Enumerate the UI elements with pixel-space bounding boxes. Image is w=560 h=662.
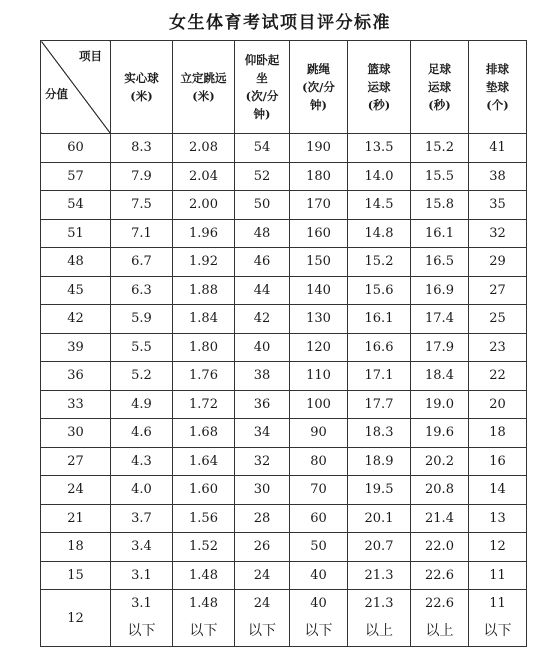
column-header-sit-ups: 仰卧起 坐 (次/分 钟) (235, 41, 290, 134)
value-cell: 22.6 (411, 561, 469, 590)
value-cell: 3.1 (111, 561, 173, 590)
score-cell: 27 (41, 447, 111, 476)
value-cell: 44 (235, 276, 290, 305)
value-cell: 130 (290, 305, 348, 334)
threshold-qualifier: 以上 (365, 623, 393, 639)
value-cell: 36 (235, 390, 290, 419)
value-cell: 7.9 (111, 162, 173, 191)
value-cell: 32 (469, 219, 527, 248)
value-cell: 3.4 (111, 533, 173, 562)
score-cell: 60 (41, 134, 111, 163)
value-cell: 7.5 (111, 191, 173, 220)
value-cell: 8.3 (111, 134, 173, 163)
value-cell: 4.0 (111, 476, 173, 505)
column-header-basketball-dribble: 篮球 运球 (秒) (348, 41, 411, 134)
value-cell: 20 (469, 390, 527, 419)
value-cell: 180 (290, 162, 348, 191)
value-cell: 18.4 (411, 362, 469, 391)
column-header-long-jump: 立定跳远 (米) (173, 41, 235, 134)
header-row (41, 41, 527, 134)
scoring-table (40, 40, 527, 647)
value-cell: 17.7 (348, 390, 411, 419)
value-cell: 16.9 (411, 276, 469, 305)
value-cell: 41 (469, 134, 527, 163)
value-cell (411, 590, 469, 647)
value-cell: 38 (235, 362, 290, 391)
table-row (41, 476, 527, 505)
value-cell: 20.7 (348, 533, 411, 562)
value-cell: 16 (469, 447, 527, 476)
score-cell: 48 (41, 248, 111, 277)
value-cell: 60 (290, 504, 348, 533)
value-cell: 4.3 (111, 447, 173, 476)
table-row (41, 533, 527, 562)
value-cell: 25 (469, 305, 527, 334)
document-title: 女生体育考试项目评分标准 (169, 13, 391, 33)
value-cell: 14.8 (348, 219, 411, 248)
value-cell: 1.72 (173, 390, 235, 419)
table-row (41, 390, 527, 419)
value-cell: 16.1 (348, 305, 411, 334)
value-cell: 40 (235, 333, 290, 362)
value-cell: 17.9 (411, 333, 469, 362)
value-cell: 160 (290, 219, 348, 248)
column-header-shot-put: 实心球 (米) (111, 41, 173, 134)
value-cell: 18 (469, 419, 527, 448)
value-cell: 52 (235, 162, 290, 191)
value-cell: 18.9 (348, 447, 411, 476)
value-cell: 30 (235, 476, 290, 505)
score-cell: 57 (41, 162, 111, 191)
score-cell: 36 (41, 362, 111, 391)
table-row (41, 419, 527, 448)
value-cell: 1.68 (173, 419, 235, 448)
value-cell: 15.2 (348, 248, 411, 277)
score-cell: 24 (41, 476, 111, 505)
value-cell: 4.6 (111, 419, 173, 448)
column-header-football-dribble: 足球 运球 (秒) (411, 41, 469, 134)
column-header-volleyball-pass: 排球 垫球 (个) (469, 41, 527, 134)
corner-label-item: 项目 (79, 49, 102, 63)
value-cell: 1.56 (173, 504, 235, 533)
value-cell: 21.3 (348, 561, 411, 590)
value-cell: 24 (235, 561, 290, 590)
value-cell: 13 (469, 504, 527, 533)
value-cell: 17.4 (411, 305, 469, 334)
table-row (41, 134, 527, 163)
score-cell: 45 (41, 276, 111, 305)
value-cell: 16.6 (348, 333, 411, 362)
threshold-value: 24 (253, 596, 271, 611)
threshold-qualifier: 以下 (248, 623, 276, 639)
threshold-qualifier: 以上 (425, 623, 454, 639)
threshold-qualifier: 以下 (189, 623, 218, 639)
threshold-value: 22.6 (425, 596, 454, 611)
value-cell (469, 590, 527, 647)
score-cell: 39 (41, 333, 111, 362)
value-cell: 2.00 (173, 191, 235, 220)
threshold-qualifier: 以下 (483, 623, 512, 639)
value-cell: 1.80 (173, 333, 235, 362)
table-row (41, 561, 527, 590)
corner-header-cell (41, 41, 111, 134)
value-cell: 12 (469, 533, 527, 562)
table-row (41, 447, 527, 476)
table-row (41, 162, 527, 191)
value-cell: 1.64 (173, 447, 235, 476)
value-cell: 1.60 (173, 476, 235, 505)
value-cell: 20.8 (411, 476, 469, 505)
value-cell: 29 (469, 248, 527, 277)
value-cell (111, 590, 173, 647)
value-cell: 16.5 (411, 248, 469, 277)
threshold-qualifier: 以下 (304, 623, 333, 639)
value-cell: 16.1 (411, 219, 469, 248)
value-cell: 3.7 (111, 504, 173, 533)
table-row (41, 333, 527, 362)
value-cell: 70 (290, 476, 348, 505)
table-body (41, 134, 527, 647)
score-cell: 54 (41, 191, 111, 220)
value-cell: 11 (469, 561, 527, 590)
threshold-qualifier: 以下 (127, 623, 156, 639)
value-cell (173, 590, 235, 647)
value-cell: 50 (235, 191, 290, 220)
value-cell: 34 (235, 419, 290, 448)
value-cell: 42 (235, 305, 290, 334)
score-cell: 18 (41, 533, 111, 562)
value-cell: 50 (290, 533, 348, 562)
table-row (41, 305, 527, 334)
value-cell: 17.1 (348, 362, 411, 391)
value-cell: 40 (290, 561, 348, 590)
value-cell (290, 590, 348, 647)
value-cell: 100 (290, 390, 348, 419)
table-row (41, 362, 527, 391)
value-cell: 2.04 (173, 162, 235, 191)
score-cell: 21 (41, 504, 111, 533)
score-cell: 33 (41, 390, 111, 419)
value-cell: 15.5 (411, 162, 469, 191)
value-cell: 7.1 (111, 219, 173, 248)
score-cell: 51 (41, 219, 111, 248)
value-cell: 18.3 (348, 419, 411, 448)
value-cell: 6.3 (111, 276, 173, 305)
threshold-value: 21.3 (364, 596, 394, 611)
value-cell: 32 (235, 447, 290, 476)
value-cell: 90 (290, 419, 348, 448)
corner-label-score: 分值 (45, 87, 68, 101)
value-cell: 1.84 (173, 305, 235, 334)
value-cell: 1.52 (173, 533, 235, 562)
table-row (41, 276, 527, 305)
table-row (41, 191, 527, 220)
value-cell: 1.88 (173, 276, 235, 305)
value-cell: 46 (235, 248, 290, 277)
value-cell: 1.92 (173, 248, 235, 277)
value-cell: 1.48 (173, 561, 235, 590)
value-cell: 26 (235, 533, 290, 562)
score-cell: 15 (41, 561, 111, 590)
value-cell: 15.2 (411, 134, 469, 163)
value-cell: 110 (290, 362, 348, 391)
value-cell: 20.2 (411, 447, 469, 476)
value-cell: 27 (469, 276, 527, 305)
value-cell: 21.4 (411, 504, 469, 533)
value-cell: 1.76 (173, 362, 235, 391)
score-cell: 30 (41, 419, 111, 448)
value-cell: 15.6 (348, 276, 411, 305)
value-cell: 1.96 (173, 219, 235, 248)
value-cell: 5.5 (111, 333, 173, 362)
value-cell: 19.5 (348, 476, 411, 505)
score-cell: 12 (41, 590, 111, 647)
value-cell: 14 (469, 476, 527, 505)
value-cell: 2.08 (173, 134, 235, 163)
value-cell: 15.8 (411, 191, 469, 220)
value-cell: 22.0 (411, 533, 469, 562)
table-row-last (41, 590, 527, 647)
value-cell: 54 (235, 134, 290, 163)
value-cell: 5.2 (111, 362, 173, 391)
threshold-value: 40 (310, 596, 327, 611)
value-cell: 6.7 (111, 248, 173, 277)
value-cell: 20.1 (348, 504, 411, 533)
value-cell: 35 (469, 191, 527, 220)
threshold-value: 11 (489, 596, 506, 611)
value-cell: 19.6 (411, 419, 469, 448)
value-cell: 14.0 (348, 162, 411, 191)
value-cell: 4.9 (111, 390, 173, 419)
value-cell: 14.5 (348, 191, 411, 220)
value-cell: 19.0 (411, 390, 469, 419)
table-row (41, 219, 527, 248)
threshold-value: 3.1 (131, 596, 152, 611)
value-cell (348, 590, 411, 647)
value-cell: 13.5 (348, 134, 411, 163)
value-cell: 48 (235, 219, 290, 248)
value-cell: 170 (290, 191, 348, 220)
value-cell: 28 (235, 504, 290, 533)
value-cell: 23 (469, 333, 527, 362)
value-cell: 38 (469, 162, 527, 191)
table-row (41, 248, 527, 277)
value-cell: 80 (290, 447, 348, 476)
value-cell (235, 590, 290, 647)
value-cell: 150 (290, 248, 348, 277)
column-header-jump-rope: 跳绳 (次/分 钟) (290, 41, 348, 134)
value-cell: 120 (290, 333, 348, 362)
table-row (41, 504, 527, 533)
value-cell: 5.9 (111, 305, 173, 334)
value-cell: 140 (290, 276, 348, 305)
threshold-value: 1.48 (189, 596, 218, 611)
value-cell: 190 (290, 134, 348, 163)
value-cell: 22 (469, 362, 527, 391)
score-cell: 42 (41, 305, 111, 334)
